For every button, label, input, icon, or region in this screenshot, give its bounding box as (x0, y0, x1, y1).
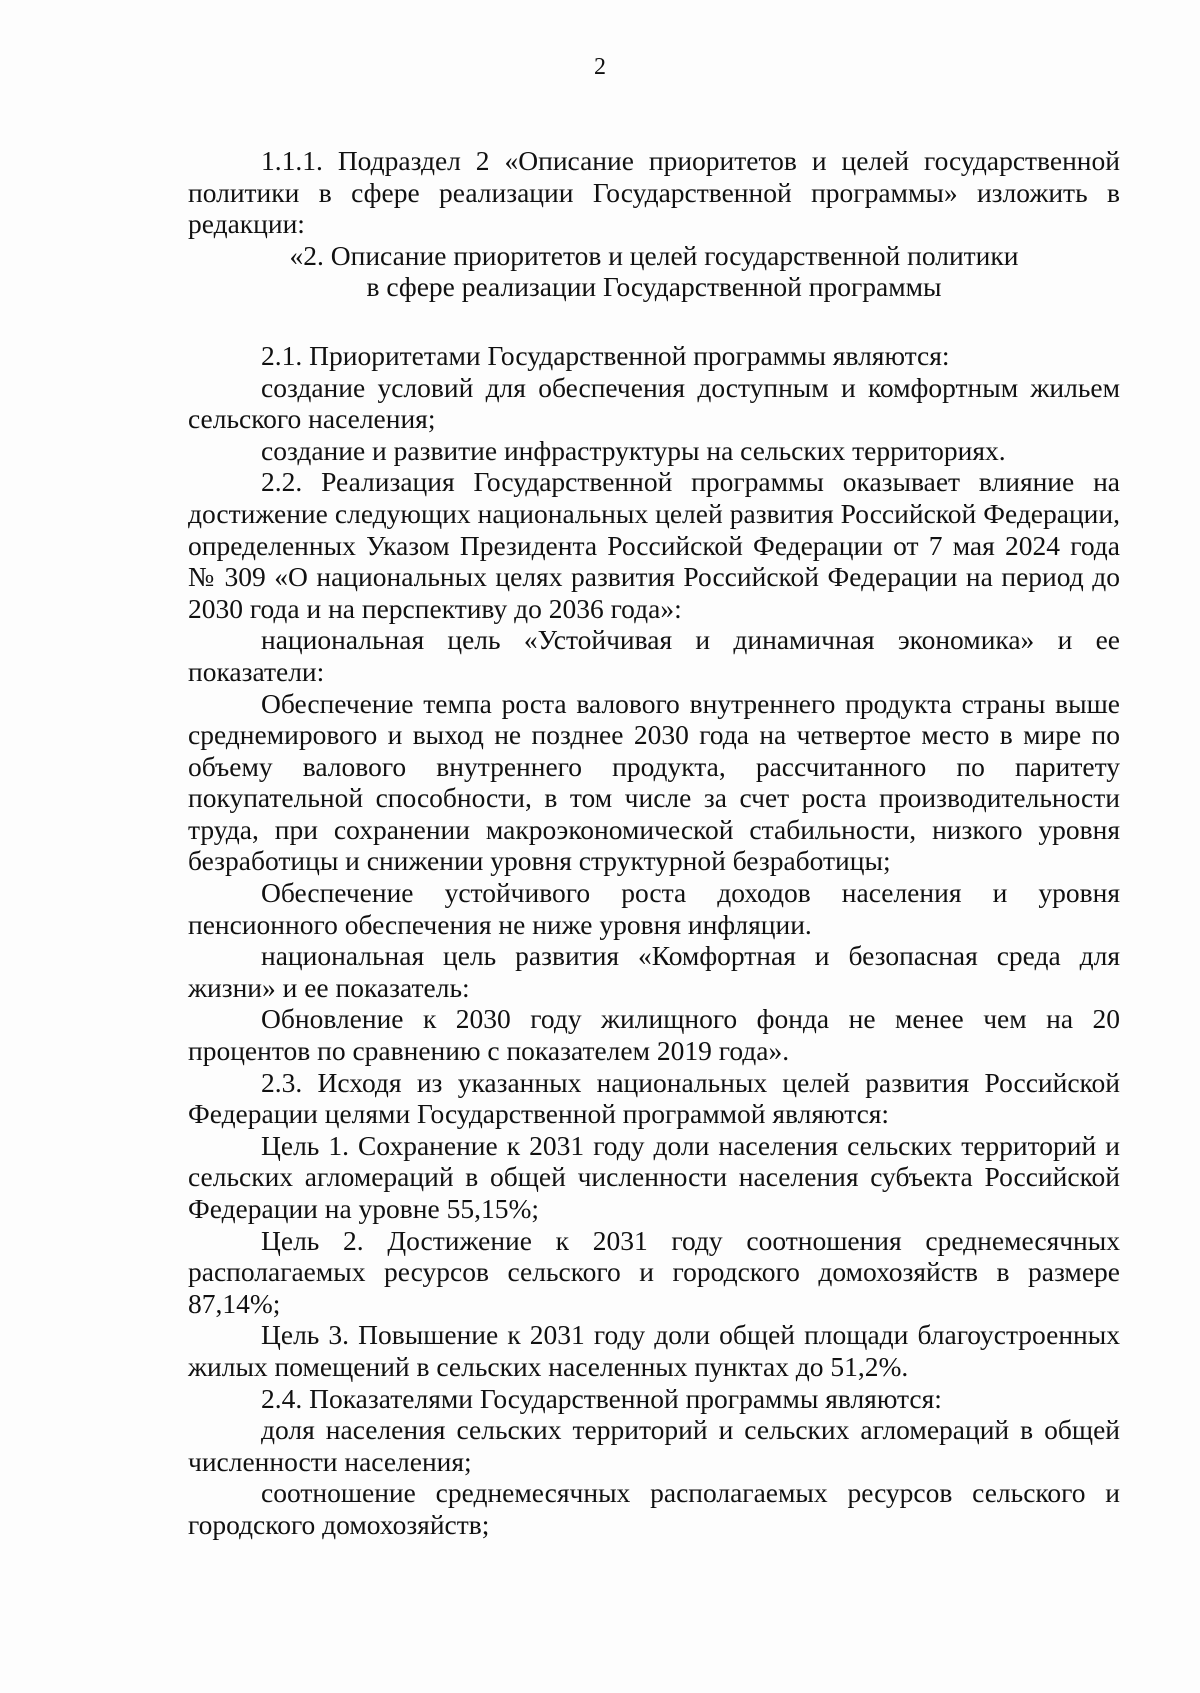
paragraph: 2.1. Приоритетами Государственной программы являются: (261, 339, 950, 371)
section-heading (188, 240, 1120, 303)
section-heading-line-1: «2. Описание приоритетов и целей государственной политики (289, 239, 1019, 271)
paragraph: создание и развитие инфраструктуры на сельских территориях. (261, 434, 1006, 466)
paragraph: 2.4. Показателями Государственной программы являются: (261, 1382, 942, 1414)
paragraph: Цель 3. Повышение к 2031 году доли общей площади благоустроенных жилых помещений в сельских населенных пунктах до 51,2%. (188, 1319, 1120, 1382)
paragraph: соотношение среднемесячных располагаемых ресурсов сельского и городского домохозяйств; (188, 1477, 1120, 1540)
intro-paragraph: 1.1.1. Подраздел 2 «Описание приоритетов и целей государственной политики в сфере реализации Государственной программы» изложить в редакции: (188, 145, 1120, 240)
paragraph: Обеспечение темпа роста валового внутреннего продукта страны выше среднемирового и выход не позднее 2030 года на четвертое место в мире по объему валового внутреннего продукта, рассчитанного по паритету покупательной способности, в том числе за счет роста производительности труда, при сохранении макроэкономической стабильности, низкого уровня безработицы и снижении уровня структурной безработицы; (188, 687, 1120, 877)
paragraph: Обеспечение устойчивого роста доходов населения и уровня пенсионного обеспечения не ниже уровня инфляции. (188, 877, 1120, 940)
heading-spacer (188, 303, 1120, 340)
paragraph: Обновление к 2030 году жилищного фонда не менее чем на 20 процентов по сравнению с показателем 2019 года». (188, 1003, 1120, 1067)
page-number: 2 (594, 54, 606, 80)
paragraph: 2.3. Исходя из указанных национальных целей развития Российской Федерации целями Государственной программой являются: (188, 1066, 1120, 1130)
paragraph: Цель 1. Сохранение к 2031 году доли населения сельских территорий и сельских агломераций в общей численности населения субъекта Российской Федерации на уровне 55,15%; (188, 1129, 1120, 1224)
paragraph: создание условий для обеспечения доступным и комфортным жильем сельского населения; (188, 371, 1120, 435)
paragraph: национальная цель развития «Комфортная и безопасная среда для жизни» и ее показатель: (188, 940, 1120, 1003)
paragraph: доля населения сельских территорий и сельских агломераций в общей численности населения; (188, 1414, 1120, 1477)
paragraph: национальная цель «Устойчивая и динамичная экономика» и ее показатели: (188, 624, 1120, 687)
paragraph: Цель 2. Достижение к 2031 году соотношения среднемесячных располагаемых ресурсов сельского и городского домохозяйств в размере 87,14%; (188, 1224, 1120, 1319)
paragraph: 2.2. Реализация Государственной программы оказывает влияние на достижение следующих национальных целей развития Российской Федерации, определенных Указом Президента Российской Федерации от 7 мая 2024 года № 309 «О национальных целях развития Российской Федерации на период до 2030 года и на перспективу до 2036 года»: (188, 466, 1120, 624)
document-body (188, 145, 1120, 1541)
section-heading-line-2: в сфере реализации Государственной программы (366, 271, 942, 303)
